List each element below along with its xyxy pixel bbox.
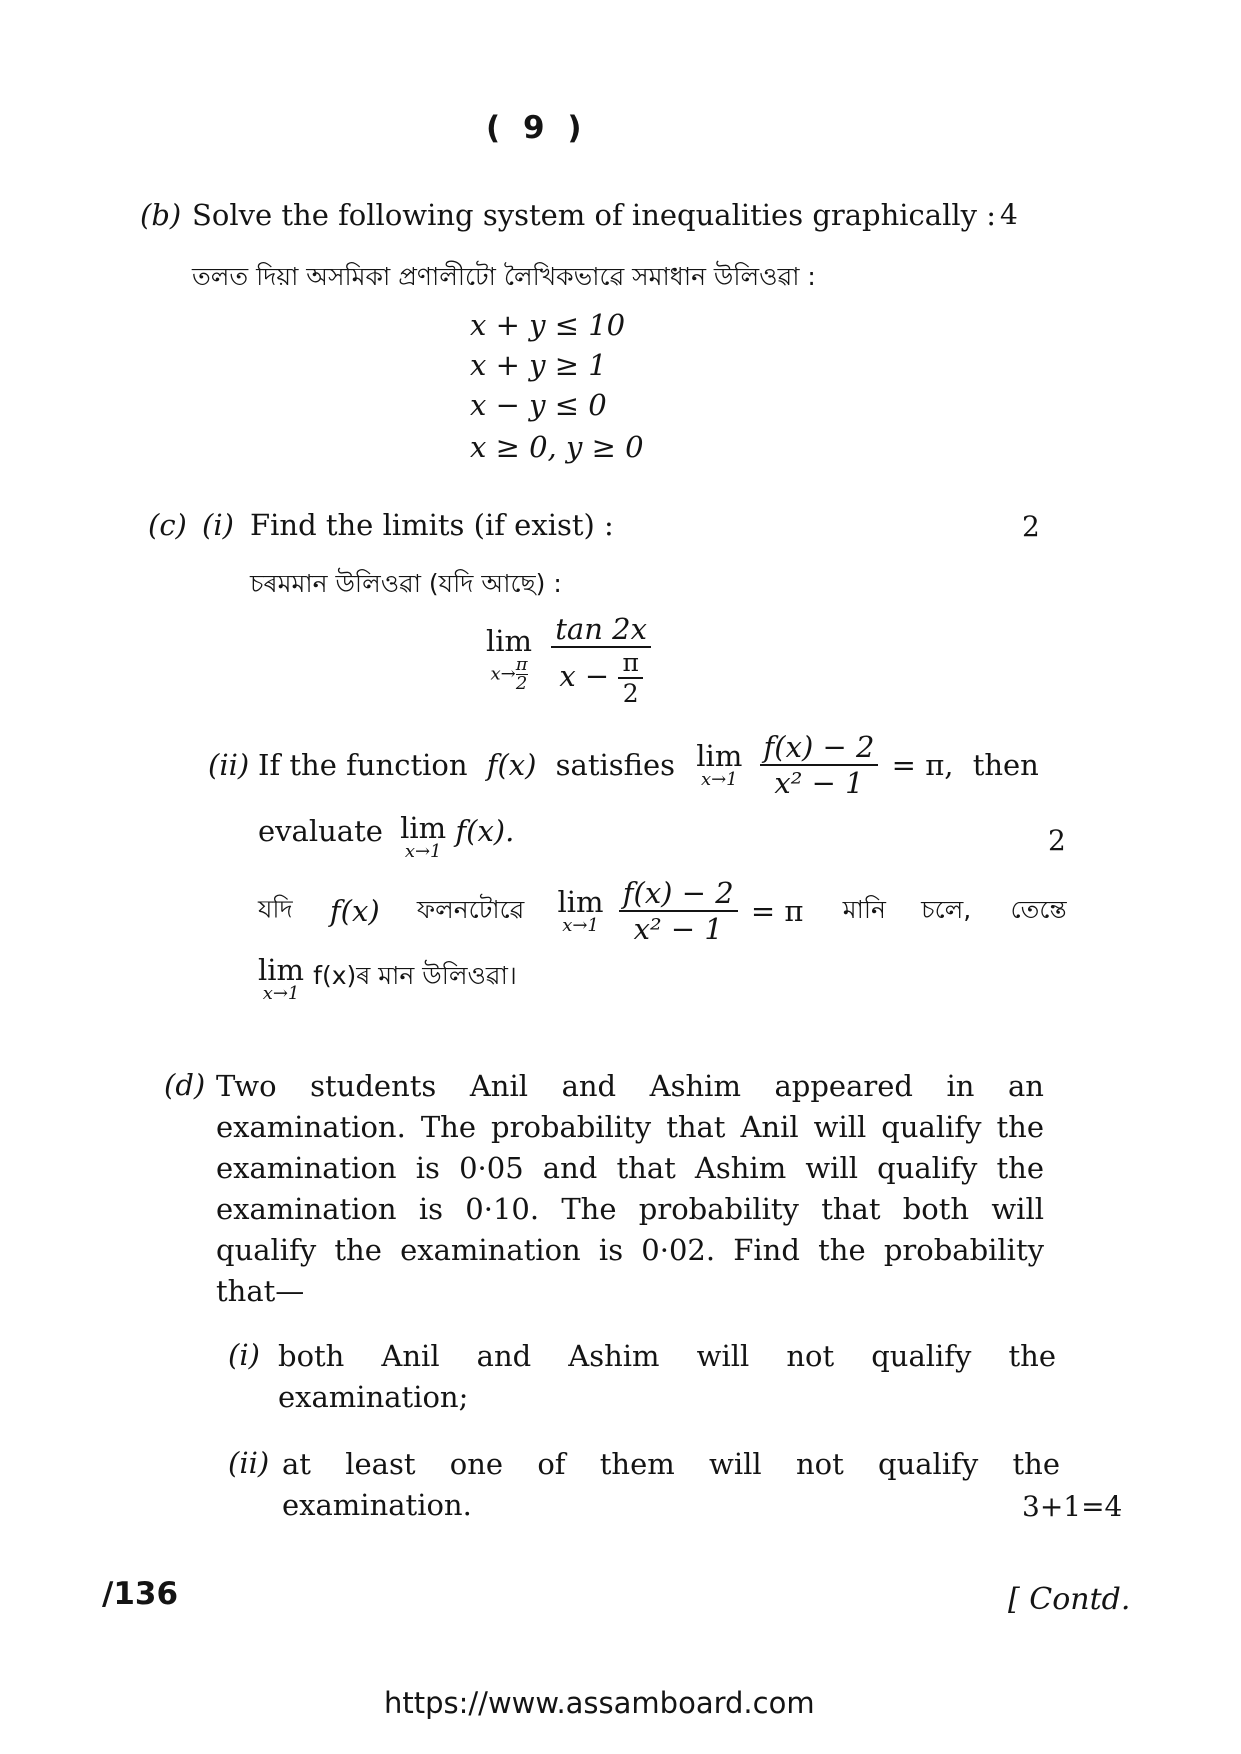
question-c-ii-line2: evaluate lim x→1 f(x). <box>258 811 515 862</box>
pi-num: π <box>515 654 528 675</box>
question-d-marks: 3+1=4 <box>1022 1490 1123 1523</box>
question-c-i-marks: 2 <box>1022 510 1040 543</box>
lim-operator <box>486 624 533 694</box>
question-d-ii-line1: at least one of them will not qualify the <box>282 1447 1060 1481</box>
lim-operator-5: lim x→1 <box>258 953 305 1004</box>
question-c-ii-bengali-line2: lim x→1 f(x)ৰ মান উলিওৱা। <box>258 953 517 1004</box>
question-d-i-line2: examination; <box>278 1380 469 1414</box>
question-d-line: qualify the examination is 0·02. Find the probability <box>216 1233 1044 1267</box>
question-d-ii-body <box>282 1444 1060 1526</box>
inequality-2: x + y ≥ 1 <box>470 348 607 382</box>
question-c-label: (c) <box>148 508 187 542</box>
question-b-label: (b) <box>140 198 182 232</box>
question-d-ii-label: (ii) <box>228 1446 270 1480</box>
lim-subscript: x→ $\frac{\pi}{2}$ <box>490 654 528 694</box>
lim-word: lim <box>486 624 533 658</box>
question-b-bengali: তলত দিয়া অসমিকা প্ৰণালীটো লৈখিকভাৱে সমাধান উলিওৱা : <box>192 262 816 291</box>
inequality-1: x + y ≤ 10 <box>470 308 626 342</box>
den-pi: π <box>618 648 642 679</box>
lim-operator-4: lim x→1 <box>557 884 604 936</box>
paper-code: /136 <box>102 1576 179 1612</box>
question-d-line: Two students Anil and Ashim appeared in an <box>216 1069 1044 1103</box>
limit-fraction-2: $\frac{f(x) - 2}{\text{x² − 1}}$ <box>760 730 879 800</box>
fraction-numerator: tan 2x <box>551 612 651 648</box>
den-two: 2 <box>622 679 639 708</box>
source-url: https://www.assamboard.com <box>384 1686 815 1720</box>
question-c-ii-marks: 2 <box>1048 824 1066 857</box>
question-c-i-bengali: চৰমমান উলিওৱা (যদি আছে) : <box>250 569 562 598</box>
fraction-denominator: x − $\frac{\pi}{2}$ <box>551 648 651 708</box>
question-b-marks: 4 <box>1000 198 1018 231</box>
page-number: ( 9 ) <box>486 110 588 146</box>
question-d-line: examination is 0·05 and that Ashim will qualify the <box>216 1151 1044 1185</box>
question-d-line: examination is 0·10. The probability that both will <box>216 1192 1044 1226</box>
question-d-ii-line2: examination. <box>282 1488 472 1522</box>
question-d-line: that— <box>216 1274 305 1308</box>
question-c-ii-label: (ii) <box>208 748 250 782</box>
question-c-ii-line1: If the function f(x) satisfies lim x→1 $\frac{f(x) - 2}{\text{x² − 1}}$ = π, then <box>258 730 1039 800</box>
question-b-text: Solve the following system of inequalities graphically : <box>192 198 996 232</box>
inequality-3: x − y ≤ 0 <box>470 388 607 422</box>
inequality-4: x ≥ 0, y ≥ 0 <box>470 430 644 464</box>
question-c-i-label: (i) <box>202 508 234 542</box>
question-d-body <box>216 1066 1044 1312</box>
lim-operator-3: lim x→1 <box>400 811 447 862</box>
pi-den: 2 <box>515 673 528 694</box>
question-d-i-label: (i) <box>228 1338 260 1372</box>
question-c-ii-bengali-line1: যদি f(x) ফলনটোৱে lim x→1 $\frac{f(x) - 2}{\text{x² − 1}}$ = π মানি চলে, তেন্তে <box>258 876 1067 946</box>
question-d-line: examination. The probability that Anil will qualify the <box>216 1110 1044 1144</box>
contd-label: [ Contd. <box>1008 1582 1131 1617</box>
limit-expression-c-i <box>486 612 651 708</box>
question-c-i-text: Find the limits (if exist) : <box>250 508 614 542</box>
question-d-label: (d) <box>164 1068 206 1102</box>
lim-operator-2: lim x→1 <box>696 738 743 790</box>
question-d-i-line1: both Anil and Ashim will not qualify the <box>278 1339 1056 1373</box>
limit-fraction-3: $\frac{f(x) - 2}{\text{x² − 1}}$ <box>619 876 738 946</box>
question-d-i-body <box>278 1336 1056 1418</box>
limit-fraction <box>551 612 651 708</box>
